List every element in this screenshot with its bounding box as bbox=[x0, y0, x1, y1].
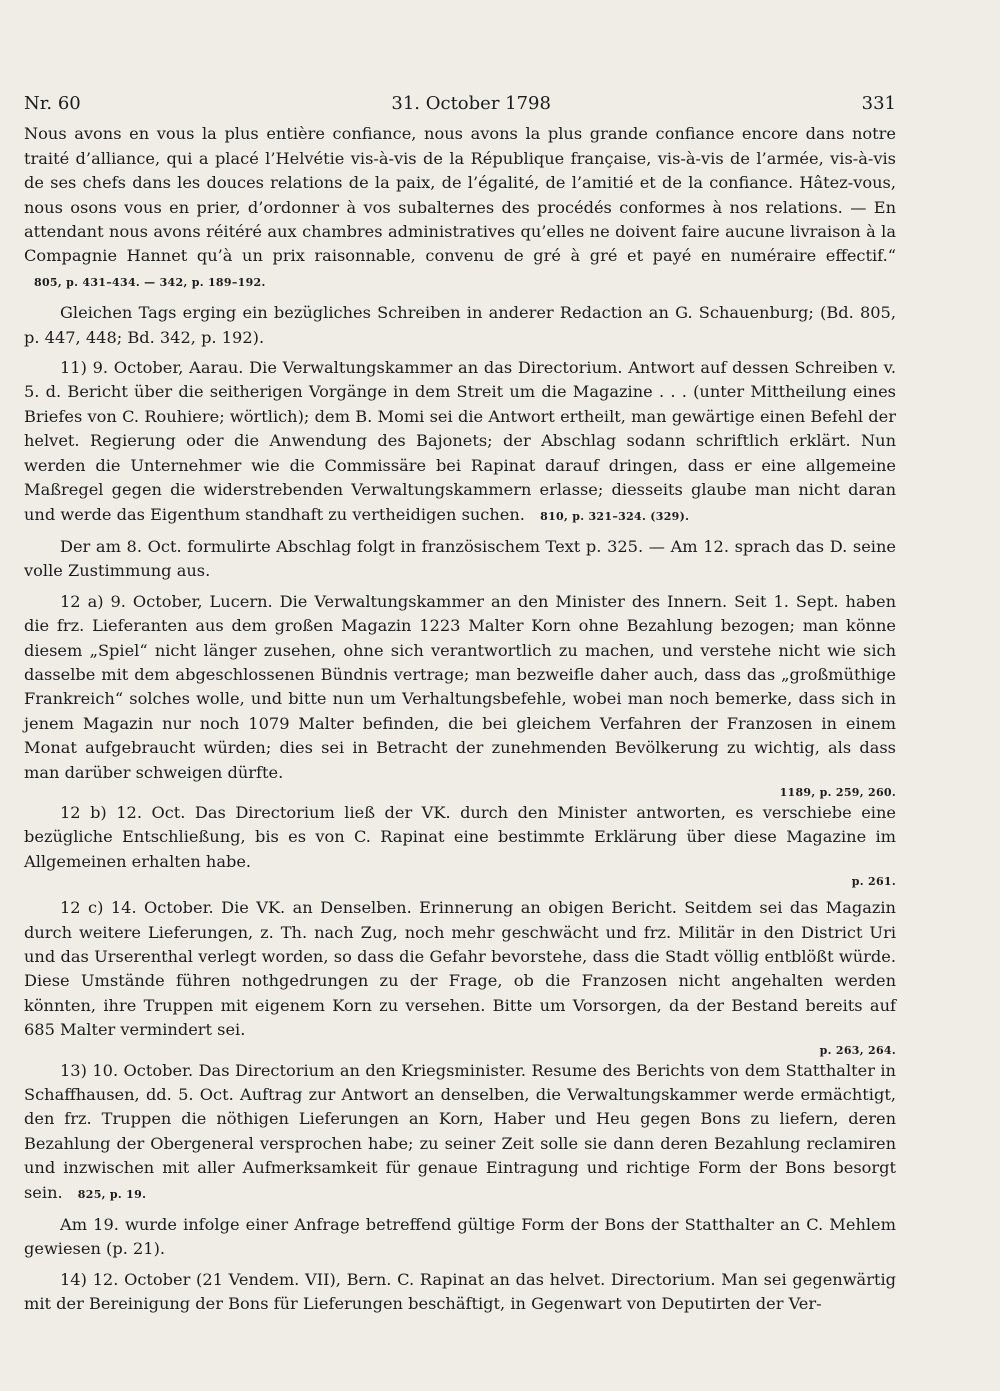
paragraph-1: Nous avons en vous la plus entière confiance, nous avons la plus grande confiance encore dans notre traité d’alliance, qui a placé l’Helvétie vis-à-vis de la République française, vis-à-vis de l’armée, vis-à-vis de ses chefs dans les douces relations de la paix, de l’égalité, de l’amitié et de la confiance. Hâtez-vous, nous osons vous en prier, d’ordonner à vos subalternes des procédés conformes à nos relations. — En attendant nous avons réitéré aux chambres administratives qu’elles ne doivent faire aucune livraison à la Compagnie Hannet qu’à un prix raisonnable, convenu de gré à gré et payé en numéraire effectif.“ 805, p. 431–434. — 342, p. 189–192. bbox=[24, 124, 896, 289]
paragraph-3: 11) 9. October, Aarau. Die Verwaltungskammer an das Directorium. Antwort auf dessen Schreiben v. 5. d. Bericht über die seitherigen Vorgänge in dem Streit um die Magazine . . . (unter Mittheilung eines Briefes von C. Rouhiere; wörtlich); dem B. Momi sei die Antwort ertheilt, man gewärtige einen Befehl der helvet. Regierung oder die Anwendung des Bajonets; der Abschlag sodann schriftlich erklärt. Nun werden die Unternehmer wie die Commissäre bei Rapinat darauf dringen, dass er eine allgemeine Maßregel gegen die widerstrebenden Verwaltungskammern erlasse; diesseits glaube man nicht daran und werde das Eigenthum standhaft zu vertheidigen suchen. 810, p. 321–324. (329). bbox=[24, 358, 896, 524]
source-reference: 805, p. 431–434. — 342, p. 189–192. bbox=[34, 275, 266, 289]
paragraph-2: Gleichen Tags erging ein bezügliches Schreiben in anderer Redaction an G. Schauenburg; (Bd. 805, p. 447, 448; Bd. 342, p. 192). bbox=[24, 303, 896, 347]
page-number: 331 bbox=[861, 93, 896, 114]
source-reference: 825, p. 19. bbox=[77, 1187, 147, 1201]
running-header bbox=[24, 92, 896, 116]
source-reference: p. 263, 264. bbox=[819, 1043, 896, 1057]
paragraph-8: 13) 10. October. Das Directorium an den Kriegsminister. Resume des Berichts von dem Statthalter in Schaffhausen, dd. 5. Oct. Auftrag zur Antwort an denselben, die Verwaltungskammer werde ermächtigt, den frz. Truppen die nöthigen Lieferungen an Korn, Haber und Heu gegen Bons zu liefern, deren Bezahlung der Obergeneral versprochen habe; zu seiner Zeit solle sie dann deren Bezahlung reclamiren und inzwischen mit aller Aufmerksamkeit für genaue Eintragung und richtige Form der Bons besorgt sein. 825, p. 19. bbox=[24, 1060, 896, 1202]
source-reference: 1189, p. 259, 260. bbox=[779, 785, 896, 799]
header-date: 31. October 1798 bbox=[391, 93, 551, 114]
source-reference: p. 261. bbox=[851, 875, 896, 889]
paragraph-9: Am 19. wurde infolge einer Anfrage betreffend gültige Form der Bons der Statthalter an C. Mehlem gewiesen (p. 21). bbox=[24, 1215, 896, 1259]
paragraph-10: 14) 12. October (21 Vendem. VII), Bern. C. Rapinat an das helvet. Directorium. Man sei gegenwärtig mit der Bereinigung der Bons für Lieferungen beschäftigt, in Gegenwart von Deputirten der Ver- bbox=[24, 1269, 896, 1314]
paragraph-4: Der am 8. Oct. formulirte Abschlag folgt in französischem Text p. 325. — Am 12. sprach das D. seine volle Zustimmung aus. bbox=[24, 536, 896, 581]
paragraph-5: 12 a) 9. October, Lucern. Die Verwaltungskammer an den Minister des Innern. Seit 1. Sept. haben die frz. Lieferanten aus dem großen Magazin 1223 Malter Korn ohne Bezahlung bezogen; man könne diesem „Spiel“ nicht länger zusehen, ohne sich verantwortlich zu machen, und verstehe nicht wie sich dasselbe mit dem abgeschlossenen Bündnis vertrage; man bezweifle daher auch, dass das „großmüthige Frankreich“ solches wolle, und bitte nun um Verhaltungsbefehle, wobei man noch bemerke, dass sich in jenem Magazin nur noch 1079 Malter befinden, die bei gleichem Verfahren der Franzosen in einem Monat aufgebraucht würden; dies sei in Betracht der zunehmenden Bevölkerung zu wichtig, als dass man darüber schweigen dürfte. bbox=[24, 591, 896, 782]
source-reference: 810, p. 321–324. (329). bbox=[540, 509, 690, 523]
document-number: Nr. 60 bbox=[24, 93, 81, 114]
paragraph-7: 12 c) 14. October. Die VK. an Denselben. Erinnerung an obigen Bericht. Seitdem sei das Magazin durch weitere Lieferungen, z. Th. nach Zug, noch mehr geschwächt und frz. Militär in den District Uri und das Urserenthal verlegt worden, so dass die Gefahr bevorstehe, dass die Stadt völlig entblößt würde. Diese Umstände führen nothgedrungen zu der Frage, ob die Franzosen nicht angehalten werden könnten, ihre Truppen mit eigenem Korn zu versehen. Bitte um Vorsorgen, da der Bestand bereits auf 685 Malter vermindert sei. bbox=[24, 898, 896, 1040]
document-page bbox=[24, 92, 896, 1317]
paragraph-6: 12 b) 12. Oct. Das Directorium ließ der VK. durch den Minister antworten, es verschiebe eine bezügliche Entschließung, bis es von C. Rapinat eine bestimmte Erklärung über diese Magazine im Allgemeinen erhalten habe. bbox=[24, 802, 896, 871]
